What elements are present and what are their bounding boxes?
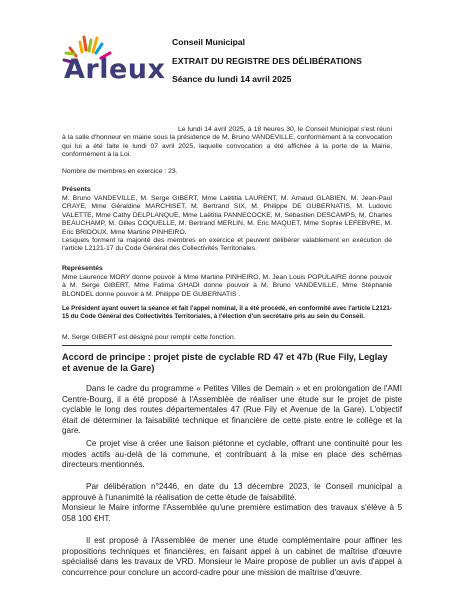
council-name: Conseil Municipal: [172, 37, 246, 47]
quorum-note: Le Président ayant ouvert la séance et fait l'appel nominal, il a été procédé, en conformité avec l'article L2121-15 du Code Général des Collectivités Territoriales, à l'élection d'un secrétaire pris au sein du Conseil.: [62, 305, 392, 321]
secretary-designation: M. Serge GIBERT est désigné pour remplir cette fonction.: [62, 334, 236, 341]
document-title: EXTRAIT DU REGISTRE DES DÉLIBÉRATIONS: [172, 56, 362, 66]
members-count: Nombre de membres en exercice : 23.: [62, 168, 178, 175]
body-paragraph: Ce projet vise à créer une liaison piétonne et cyclable, offrant une continuité pour les modes actifs au-delà de la commune, et contribuant à la mise en place des schémas directeurs mentionnés.: [62, 439, 402, 470]
represented-list: Mme Laurence MORY donne pouvoir à Mme Martine PINHEIRO, M. Jean Louis POPULAIRE donne pouvoir à M. Serge GIBERT, Mme Fatima GHADI donne pouvoir à M. Bruno VANDEVILLE, Mme Stéphanie BLONDEL donne pouvoir à M. Philippe DE GUBERNATIS .: [62, 274, 392, 298]
majority-note: Lesquels forment la majorité des membres en exercice et peuvent délibérer valablement en exécution de l'article L2121-17 du Code Général des Collectivités Territoriales.: [62, 237, 392, 253]
body-paragraph: Dans le cadre du programme « Petites Villes de Demain » et en prolongation de l'AMI Centre-Bourg, il a été proposé à l'Assemblée de réaliser une étude sur le projet de piste cyclable le long des routes départementales 47 (Rue Fily et Avenue de la Gare). L'objectif était de déterminer la faisabilité technique et financière de cette piste entre le collège et la gare.: [62, 384, 402, 436]
present-heading: Présents: [62, 186, 91, 193]
session-date: Séance du lundi 14 avril 2025: [172, 74, 292, 84]
section-divider: [62, 345, 392, 346]
body-paragraph: Il est proposé à l'Assemblée de mener une étude complémentaire pour affiner les propositions techniques et financières, en faisant appel à un cabinet de maîtrise d'œuvre spécialisé dans les travaux de VRD. Monsieur le Maire propose de publier un avis d'appel à concurrence pour conclure un accord-cadre pour une mission de maîtrise d'œuvre.: [62, 536, 402, 577]
body-paragraph: Monsieur le Maire informe l'Assemblée qu'une première estimation des travaux s'élève à 5 058 100 €HT.: [62, 503, 402, 523]
body-paragraph: Par délibération n°2446, en date du 13 décembre 2023, le Conseil municipal a approuvé à l'unanimité la réalisation de cette étude de faisabilité.: [62, 482, 402, 502]
agenda-item-title: Accord de principe : projet piste de cyclable RD 47 et 47b (Rue Fily, Leglay et avenue de la Gare): [62, 352, 388, 373]
arleux-logo: [62, 34, 166, 90]
represented-heading: Représentés: [62, 265, 103, 272]
present-list: M. Bruno VANDEVILLE, M. Serge GIBERT, Mme Laëtitia LAURENT, M. Arnaud GLABIEN, M. Jean-Paul CRAYE, Mme Géraldine MARCHISET, M. Bertrand SIX, M. Philippe DE GUBERNATIS, M. Ludovic VALETTE, Mme Cathy DELPLANQUE, Mme Laëtitia PANNECOCKE, M. Sébastien DESCAMPS, M. Charles BEAUCHAMP, M. Gilles COQUELLE, M. Bertrand MERLIN, M. Eric MAQUET, Mme Sophie LEFEBVRE, M. Eric BRIDOUX, Mme Martine PINHEIRO.: [62, 195, 392, 236]
intro-paragraph: Le lundi 14 avril 2025, à 18 heures 30, le Conseil Municipal s'est réuni à la salle d'honneur en mairie sous la présidence de M. Bruno VANDEVILLE, conformément à la convocation qui lui a été faite le lundi 07 avril 2025, laquelle convocation a été affichée à la porte de la Mairie, conformément à la Loi.: [62, 126, 392, 159]
logo-text: Arleux: [64, 54, 166, 85]
